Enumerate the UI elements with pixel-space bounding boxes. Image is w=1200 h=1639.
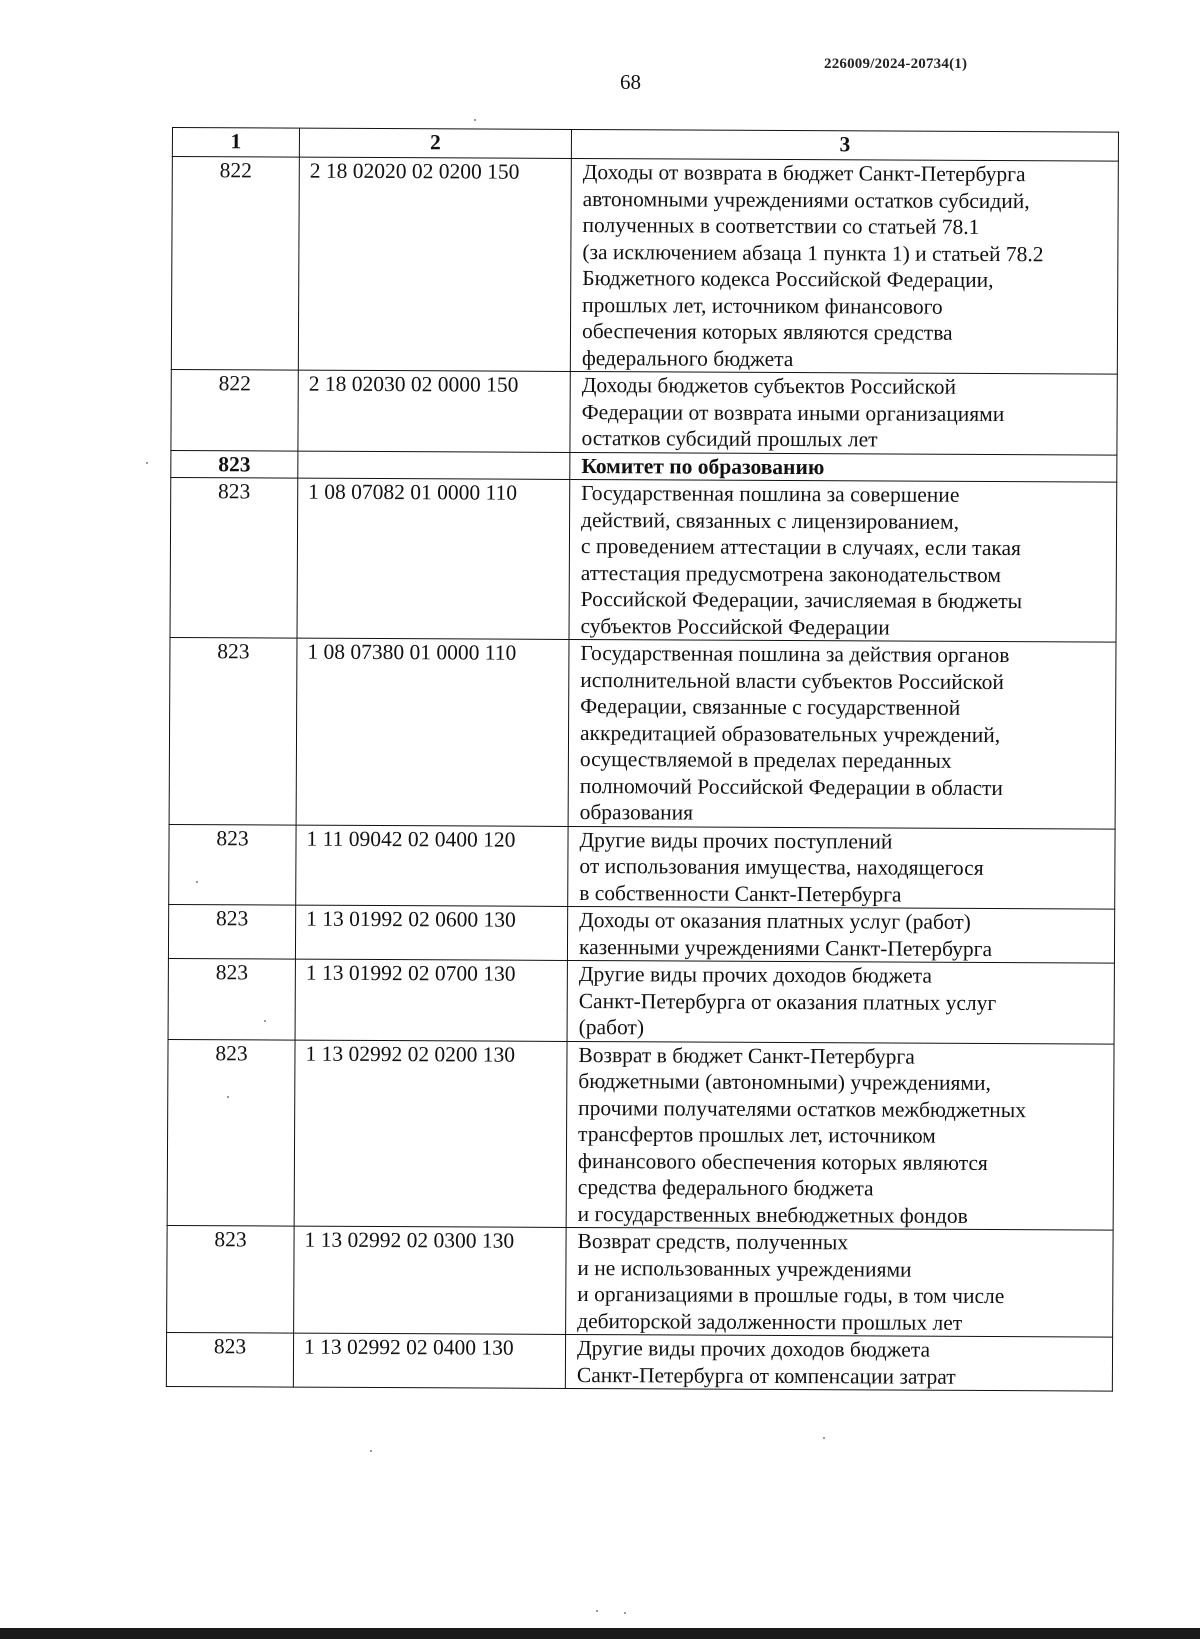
- revenue-description-cell: Другие виды прочих доходов бюджета Санкт-Петербурга от компенсации затрат: [565, 1334, 1112, 1391]
- revenue-code-cell: 1 13 01992 02 0700 130: [295, 959, 567, 1041]
- column-header-admin: 1: [172, 128, 299, 158]
- table-body: [166, 157, 1118, 1392]
- table-header-row: [172, 128, 1118, 162]
- scan-speck: [370, 1450, 372, 1452]
- admin-code-cell: 822: [171, 369, 298, 450]
- revenue-description-cell: Комитет по образованию: [570, 452, 1117, 482]
- scan-speck: [474, 119, 476, 121]
- table-row: [171, 157, 1118, 375]
- revenue-code-cell: [298, 451, 570, 480]
- table-row: [170, 477, 1117, 642]
- revenue-description-cell: Государственная пошлина за совершение действий, связанных с лицензированием, с проведением аттестации в случаях, если такая аттестация предусмотрена законодательством Российской Федерации, зачисляемая в бюджеты субъектов Российской Федерации: [569, 479, 1117, 642]
- column-header-code: 2: [299, 128, 571, 158]
- scan-speck: [264, 1020, 266, 1022]
- page-number: 68: [620, 70, 641, 94]
- admin-code-cell: 823: [169, 637, 297, 824]
- admin-code-cell: 823: [167, 1225, 295, 1333]
- revenue-code-cell: 1 08 07082 01 0000 110: [297, 478, 570, 639]
- revenue-description-cell: Доходы от возврата в бюджет Санкт-Петербурга автономными учреждениями остатков субсидий, полученных в соответствии со статьей 78.1 (за исключением абзаца 1 пункта 1) и статьей 78.2 Бюджетного кодекса Российской Федерации, прошлых лет, источником финансового обеспечения которых являются средства федерального бюджета: [570, 158, 1118, 374]
- admin-code-cell: 823: [166, 1332, 293, 1387]
- revenue-code-cell: 1 13 02992 02 0400 130: [293, 1333, 565, 1388]
- admin-code-cell: 823: [168, 904, 295, 959]
- scan-speck: [823, 1437, 825, 1439]
- column-header-description: 3: [571, 129, 1118, 161]
- table-row: [169, 637, 1116, 828]
- revenue-description-cell: Другие виды прочих поступлений от использования имущества, находящегося в собственности Санкт-Петербурга: [568, 826, 1115, 909]
- admin-code-cell: 823: [168, 958, 295, 1039]
- revenue-code-cell: 1 08 07380 01 0000 110: [296, 638, 569, 826]
- revenue-code-cell: 2 18 02020 02 0200 150: [298, 157, 571, 371]
- table-row: [168, 958, 1114, 1043]
- admin-code-cell: 823: [167, 1039, 295, 1226]
- revenue-description-cell: Доходы бюджетов субъектов Российской Федерации от возврата иными организациями остатков субсидий прошлых лет: [570, 371, 1117, 454]
- table-row: [171, 369, 1117, 454]
- table-row: [167, 1225, 1114, 1337]
- revenue-description-cell: Государственная пошлина за действия органов исполнительной власти субъектов Российской Федерации, связанные с государственной аккредитацией образовательных учреждений, осуществляемой в пределах переданных полномочий Российской Федерации в области образования: [568, 639, 1116, 828]
- scan-speck: [596, 1610, 598, 1612]
- revenue-code-cell: 2 18 02030 02 0000 150: [298, 370, 570, 452]
- scan-speck: [624, 1612, 626, 1614]
- table-row: [169, 824, 1115, 909]
- revenue-code-cell: 1 11 09042 02 0400 120: [296, 825, 568, 907]
- table-row: [168, 904, 1114, 963]
- table-row: [166, 1332, 1112, 1391]
- scan-speck: [227, 1096, 229, 1098]
- revenue-codes-table: [166, 127, 1119, 1392]
- revenue-code-cell: 1 13 01992 02 0600 130: [295, 905, 567, 960]
- table-row: [167, 1039, 1114, 1230]
- revenue-description-cell: Возврат средств, полученных и не использованных учреждениями и организациями в прошлые годы, в том числе дебиторской задолженности прошлых лет: [566, 1227, 1114, 1337]
- admin-code-cell: 823: [170, 477, 298, 638]
- revenue-description-cell: Возврат в бюджет Санкт-Петербурга бюджетными (автономными) учреждениями, прочими получателями остатков межбюджетных трансфертов прошлых лет, источником финансового обеспечения которых являются средства федерального бюджета и государственных внебюджетных фондов: [566, 1041, 1114, 1230]
- scan-speck: [146, 462, 148, 464]
- revenue-description-cell: Доходы от оказания платных услуг (работ) казенными учреждениями Санкт-Петербурга: [567, 906, 1114, 963]
- document-number: 226009/2024-20734(1): [824, 56, 968, 72]
- admin-code-cell: 822: [171, 157, 299, 371]
- scan-edge-bar: [0, 1628, 1200, 1639]
- revenue-code-cell: 1 13 02992 02 0200 130: [294, 1040, 567, 1228]
- revenue-code-cell: 1 13 02992 02 0300 130: [294, 1226, 567, 1334]
- revenue-description-cell: Другие виды прочих доходов бюджета Санкт-Петербурга от оказания платных услуг (работ): [567, 960, 1114, 1043]
- scan-speck: [196, 881, 198, 883]
- admin-code-cell: 823: [169, 824, 296, 905]
- admin-code-cell: 823: [171, 450, 298, 478]
